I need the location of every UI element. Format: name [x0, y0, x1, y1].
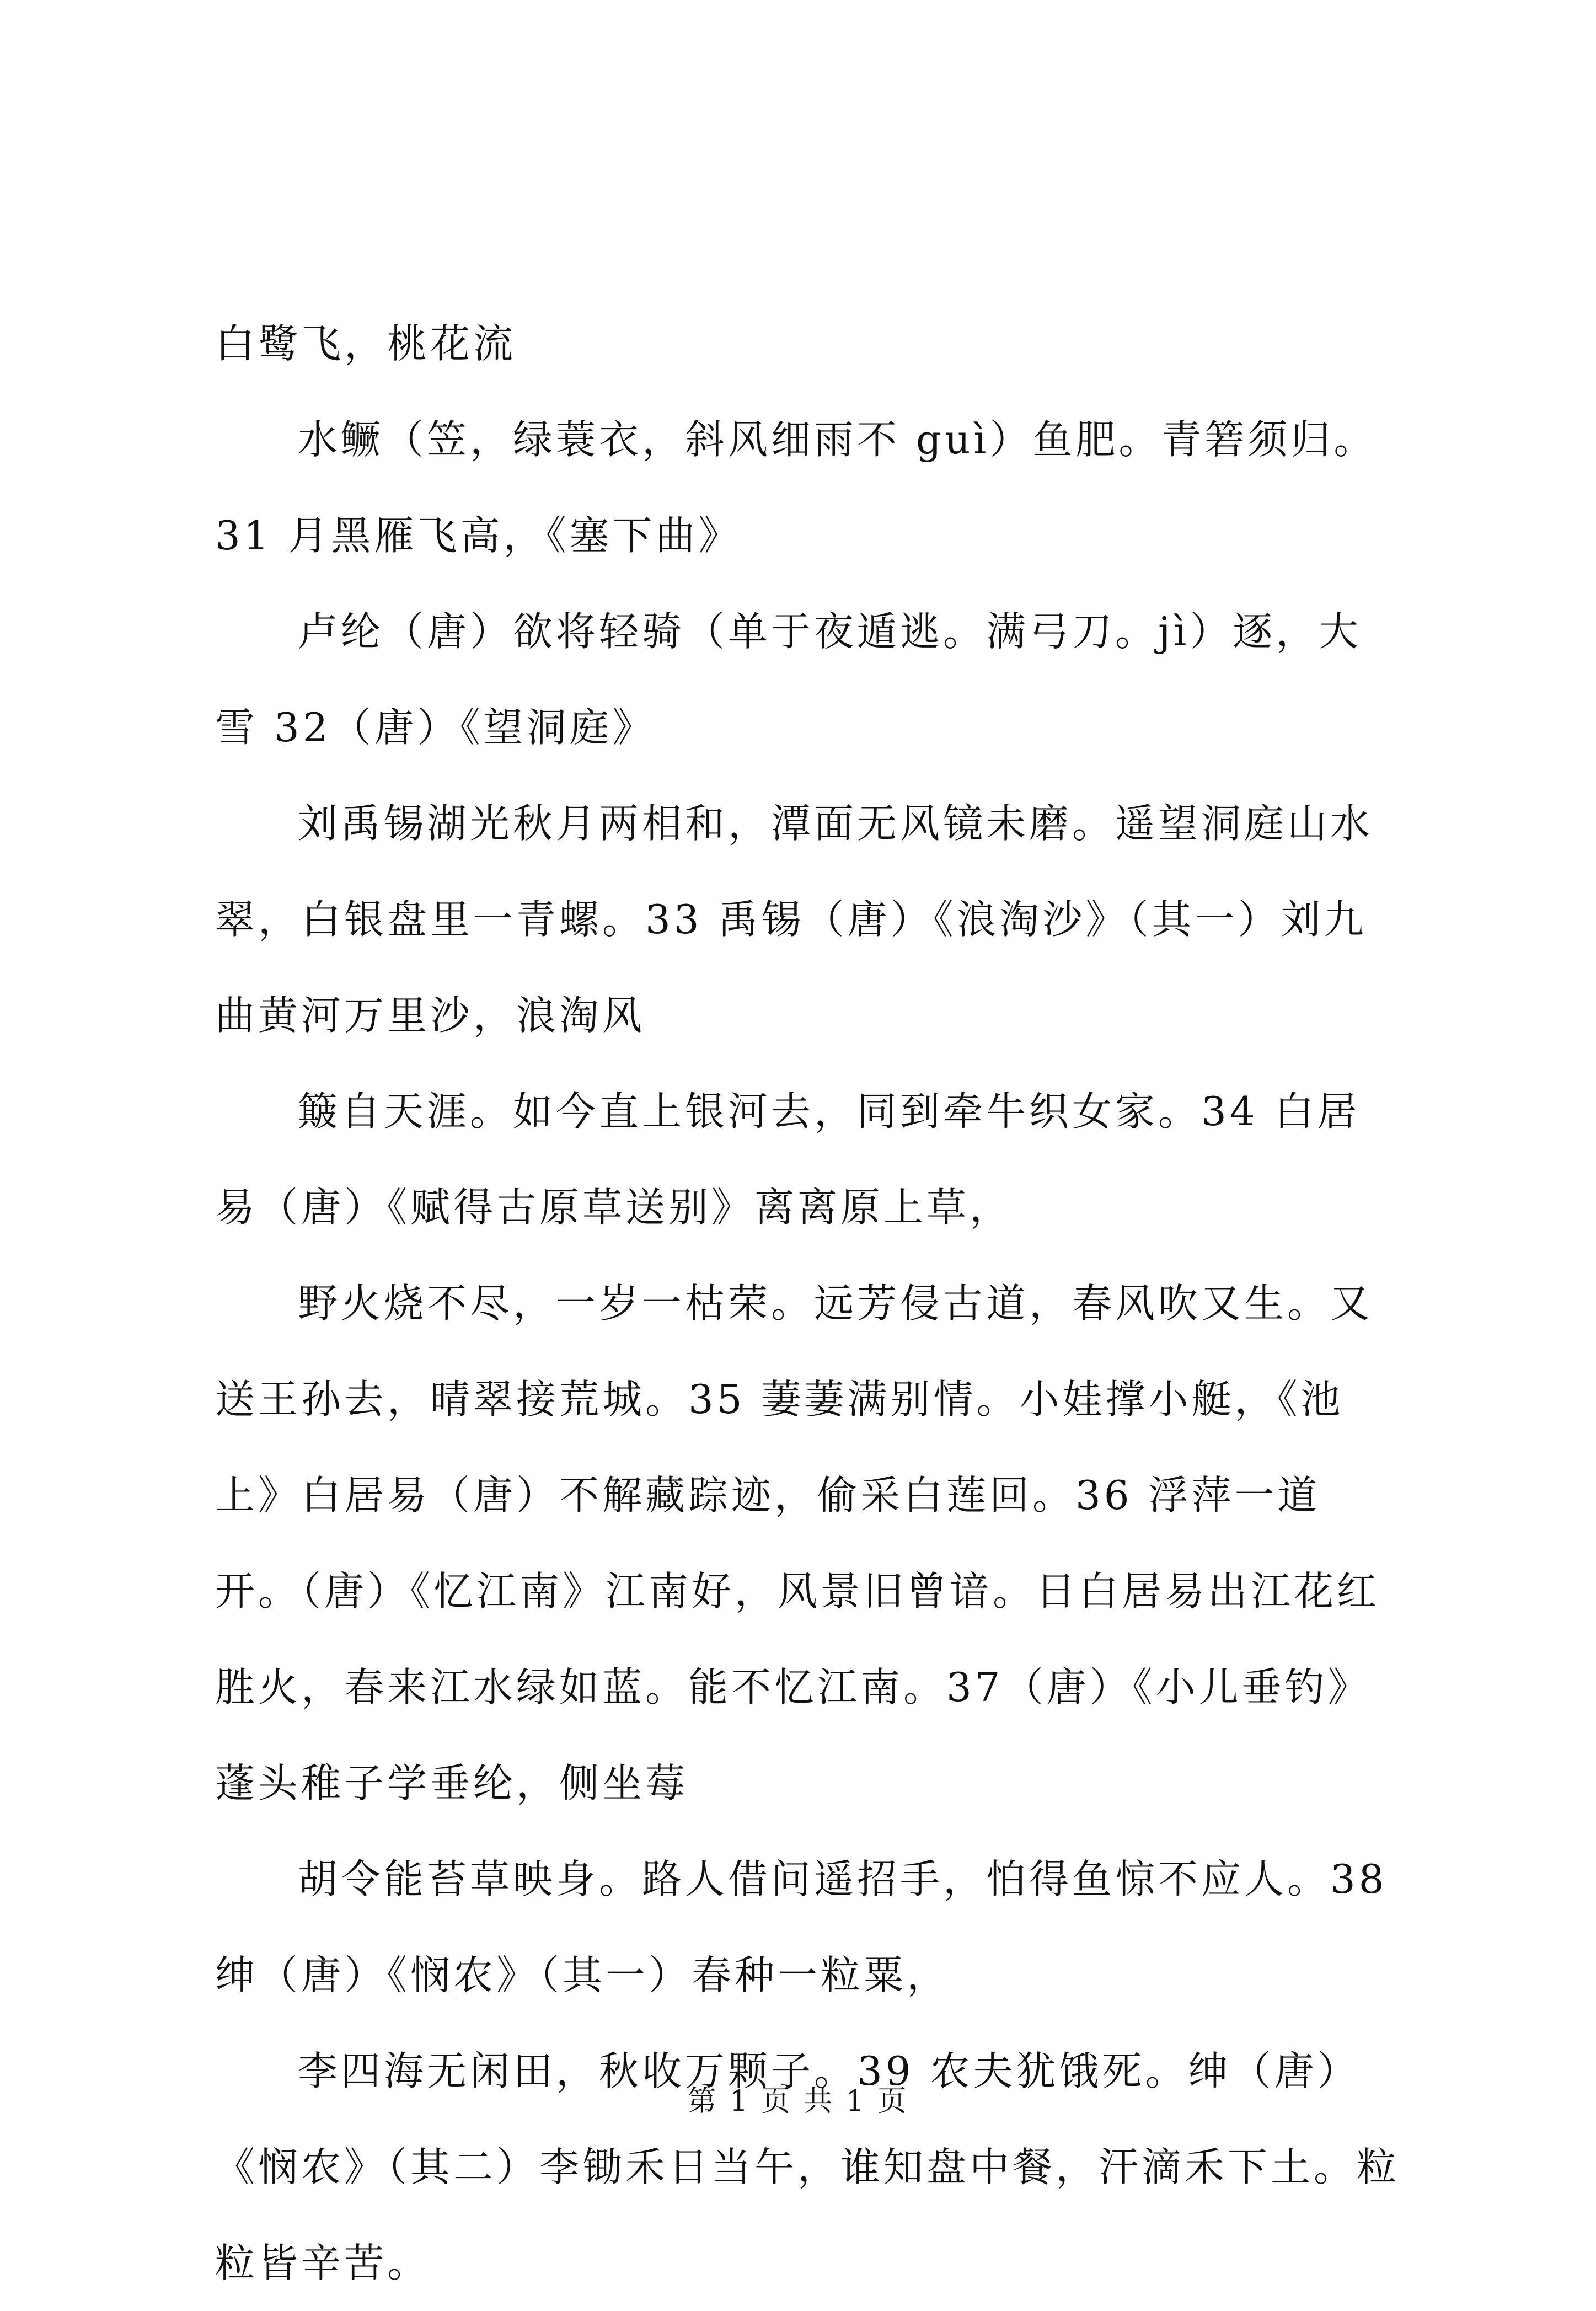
paragraph-1: 白鹭飞，桃花流 — [215, 320, 517, 367]
paragraph-5: 簸自天涯。如今直上银河去，同到牵牛织女家。34 白居易（唐）《赋得古原草送别》离离原上草， — [215, 1088, 1361, 1231]
paragraph-8: 李四海无闲田，秋收万颗子。39 农夫犹饿死。绅（唐）《悯农》（其二）李锄禾日当午，谁知盘中餐，汗滴禾下土。粒粒皆辛苦。 — [215, 2048, 1400, 2286]
paragraph-2: 水鳜（笠，绿蓑衣，斜风细雨不 guì）鱼肥。青箬须归。31 月黑雁飞高，《塞下曲》 — [215, 416, 1377, 559]
page-footer: 第 1 页 共 1 页 — [687, 2085, 909, 2118]
paragraph-7: 胡令能苔草映身。路人借问遥招手，怕得鱼惊不应人。38 绅（唐）《悯农》（其一）春种一粒粟， — [215, 1856, 1388, 1998]
paragraph-4: 刘禹锡湖光秋月两相和，潭面无风镜未磨。遥望洞庭山水翠，白银盘里一青螺。33 禹锡（唐）《浪淘沙》（其一）刘九曲黄河万里沙，浪淘风 — [215, 800, 1374, 1039]
paragraph-6: 野火烧不尽，一岁一枯荣。远芳侵古道，春风吹又生。又送王孙去，晴翠接荒城。35 萋萋满别情。小娃撑小艇，《池上》白居易（唐）不解藏踪迹，偷采白莲回。36 浮萍一道开。（唐）《忆江南》江南好，风景旧曾谙。日白居易出江花红胜火，春来江水绿如蓝。能不忆江南。37（唐）《小儿垂钓》蓬头稚子学垂纶，侧坐莓 — [215, 1280, 1380, 1806]
document-body — [215, 296, 1401, 2311]
paragraph-3: 卢纶（唐）欲将轻骑（单于夜遁逃。满弓刀。jì）逐，大雪 32（唐）《望洞庭》 — [215, 608, 1362, 751]
